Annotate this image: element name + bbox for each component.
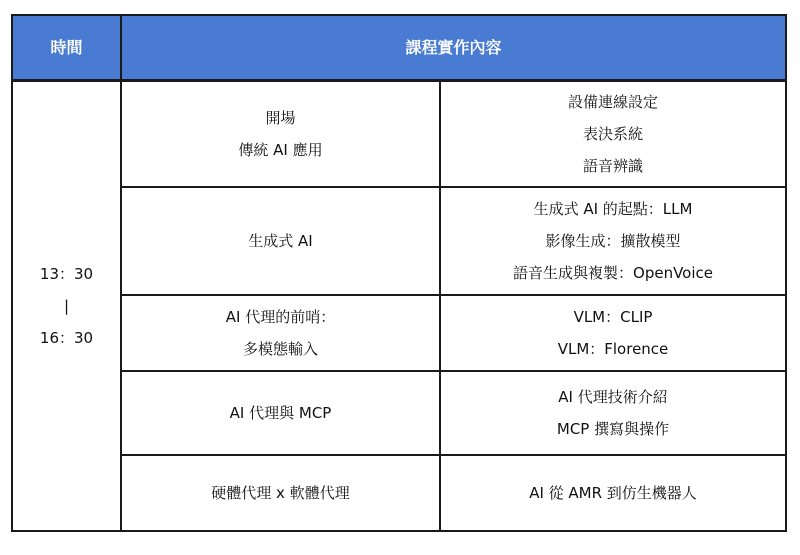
topic-line: 生成式 AI (248, 232, 313, 250)
detail-line: VLM：Florence (557, 340, 669, 358)
time-separator: | (63, 297, 70, 315)
topic-line: AI 代理與 MCP (229, 404, 332, 422)
table-row (12, 295, 786, 371)
details-cell (440, 371, 786, 455)
time-slot-cell (12, 81, 121, 532)
topic-cell (121, 81, 440, 188)
topic-cell (121, 295, 440, 371)
topic-line: AI 代理的前哨： (225, 308, 336, 326)
detail-line: 影像生成：擴散模型 (545, 232, 681, 250)
detail-line: VLM：CLIP (573, 308, 653, 326)
course-schedule-table (11, 14, 787, 532)
time-header: 時間 (12, 15, 121, 81)
end-time: 16：30 (39, 329, 94, 347)
detail-line: AI 從 AMR 到仿生機器人 (529, 484, 697, 502)
topic-line: 硬體代理 x 軟體代理 (211, 484, 350, 502)
table-row (12, 187, 786, 295)
topic-line: 傳統 AI 應用 (238, 141, 323, 159)
detail-line: 生成式 AI 的起點：LLM (533, 200, 693, 218)
topic-cell (121, 187, 440, 295)
detail-line: 語音生成與複製：OpenVoice (513, 264, 713, 282)
topic-cell (121, 371, 440, 455)
topic-line: 開場 (265, 109, 296, 127)
details-cell (440, 295, 786, 371)
details-cell (440, 187, 786, 295)
table-row (12, 81, 786, 188)
start-time: 13：30 (39, 265, 94, 283)
topic-cell (121, 455, 440, 531)
table-row (12, 455, 786, 531)
table-row (12, 371, 786, 455)
topic-line: 多模態輸入 (242, 340, 318, 358)
detail-line: MCP 撰寫與操作 (556, 420, 670, 438)
details-cell (440, 81, 786, 188)
content-header: 課程實作內容 (121, 15, 786, 81)
detail-line: 設備連線設定 (568, 93, 659, 111)
detail-line: 語音辨識 (583, 157, 644, 175)
detail-line: 表決系統 (583, 125, 644, 143)
header-row (12, 15, 786, 81)
details-cell (440, 455, 786, 531)
detail-line: AI 代理技術介紹 (558, 388, 668, 406)
